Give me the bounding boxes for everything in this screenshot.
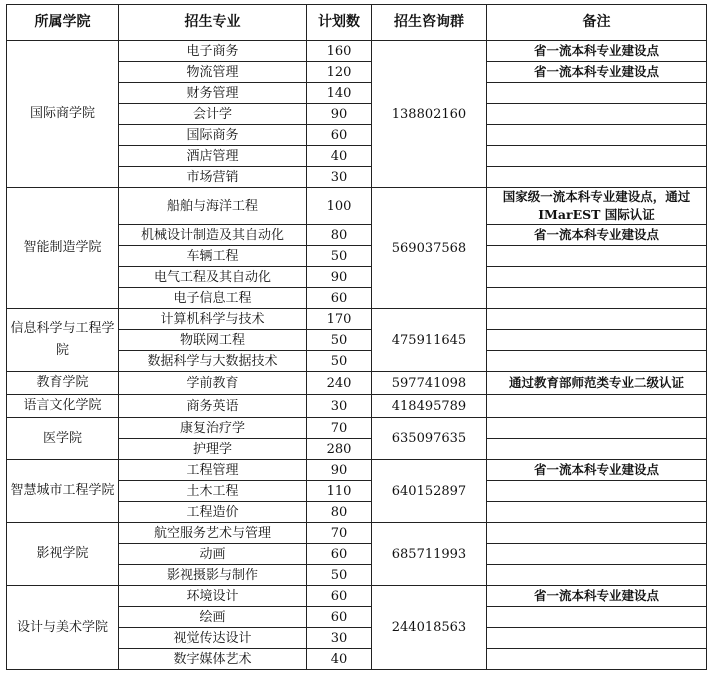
major-cell: 船舶与海洋工程 bbox=[119, 188, 307, 225]
college-cell: 教育学院 bbox=[7, 372, 119, 395]
major-cell: 会计学 bbox=[119, 104, 307, 125]
note-cell bbox=[487, 565, 707, 586]
note-cell: 省一流本科专业建设点 bbox=[487, 460, 707, 481]
note-cell bbox=[487, 83, 707, 104]
note-cell bbox=[487, 104, 707, 125]
plan-count-cell: 50 bbox=[307, 330, 372, 351]
major-cell: 绘画 bbox=[119, 607, 307, 628]
college-cell: 国际商学院 bbox=[7, 41, 119, 188]
header-college: 所属学院 bbox=[7, 5, 119, 41]
note-cell bbox=[487, 649, 707, 670]
major-cell: 车辆工程 bbox=[119, 246, 307, 267]
note-cell bbox=[487, 418, 707, 439]
plan-count-cell: 40 bbox=[307, 649, 372, 670]
plan-count-cell: 90 bbox=[307, 104, 372, 125]
note-cell bbox=[487, 288, 707, 309]
note-cell bbox=[487, 439, 707, 460]
consult-group-cell: 418495789 bbox=[372, 395, 487, 418]
note-cell bbox=[487, 246, 707, 267]
consult-group-cell: 475911645 bbox=[372, 309, 487, 372]
plan-count-cell: 120 bbox=[307, 62, 372, 83]
note-cell: 省一流本科专业建设点 bbox=[487, 586, 707, 607]
consult-group-cell: 597741098 bbox=[372, 372, 487, 395]
major-cell: 数据科学与大数据技术 bbox=[119, 351, 307, 372]
major-cell: 机械设计制造及其自动化 bbox=[119, 225, 307, 246]
major-cell: 国际商务 bbox=[119, 125, 307, 146]
note-cell bbox=[487, 502, 707, 523]
college-cell: 设计与美术学院 bbox=[7, 586, 119, 670]
plan-count-cell: 50 bbox=[307, 565, 372, 586]
table-row bbox=[7, 41, 707, 62]
note-cell bbox=[487, 395, 707, 418]
header-note: 备注 bbox=[487, 5, 707, 41]
note-cell bbox=[487, 267, 707, 288]
note-cell: 省一流本科专业建设点 bbox=[487, 41, 707, 62]
college-cell: 语言文化学院 bbox=[7, 395, 119, 418]
plan-count-cell: 60 bbox=[307, 586, 372, 607]
note-cell bbox=[487, 628, 707, 649]
major-cell: 工程造价 bbox=[119, 502, 307, 523]
consult-group-cell: 138802160 bbox=[372, 41, 487, 188]
table-row bbox=[7, 309, 707, 330]
college-cell: 影视学院 bbox=[7, 523, 119, 586]
note-cell bbox=[487, 523, 707, 544]
plan-count-cell: 170 bbox=[307, 309, 372, 330]
plan-count-cell: 60 bbox=[307, 125, 372, 146]
plan-count-cell: 60 bbox=[307, 288, 372, 309]
note-cell bbox=[487, 309, 707, 330]
major-cell: 财务管理 bbox=[119, 83, 307, 104]
major-cell: 物流管理 bbox=[119, 62, 307, 83]
header-row bbox=[7, 5, 707, 41]
table-row bbox=[7, 460, 707, 481]
plan-count-cell: 160 bbox=[307, 41, 372, 62]
table-body bbox=[7, 41, 707, 670]
note-cell bbox=[487, 481, 707, 502]
major-cell: 航空服务艺术与管理 bbox=[119, 523, 307, 544]
table-row bbox=[7, 523, 707, 544]
major-cell: 学前教育 bbox=[119, 372, 307, 395]
header-major: 招生专业 bbox=[119, 5, 307, 41]
college-cell: 智能制造学院 bbox=[7, 188, 119, 309]
college-cell: 智慧城市工程学院 bbox=[7, 460, 119, 523]
plan-count-cell: 30 bbox=[307, 167, 372, 188]
college-cell: 医学院 bbox=[7, 418, 119, 460]
table-row bbox=[7, 418, 707, 439]
major-cell: 物联网工程 bbox=[119, 330, 307, 351]
plan-count-cell: 50 bbox=[307, 246, 372, 267]
plan-count-cell: 80 bbox=[307, 502, 372, 523]
major-cell: 数字媒体艺术 bbox=[119, 649, 307, 670]
plan-count-cell: 110 bbox=[307, 481, 372, 502]
plan-count-cell: 30 bbox=[307, 395, 372, 418]
header-plan: 计划数 bbox=[307, 5, 372, 41]
consult-group-cell: 640152897 bbox=[372, 460, 487, 523]
major-cell: 工程管理 bbox=[119, 460, 307, 481]
header-group: 招生咨询群 bbox=[372, 5, 487, 41]
major-cell: 商务英语 bbox=[119, 395, 307, 418]
consult-group-cell: 244018563 bbox=[372, 586, 487, 670]
note-cell bbox=[487, 544, 707, 565]
plan-count-cell: 70 bbox=[307, 418, 372, 439]
plan-count-cell: 240 bbox=[307, 372, 372, 395]
consult-group-cell: 569037568 bbox=[372, 188, 487, 309]
note-cell bbox=[487, 167, 707, 188]
note-cell: 通过教育部师范类专业二级认证 bbox=[487, 372, 707, 395]
plan-count-cell: 60 bbox=[307, 544, 372, 565]
plan-count-cell: 50 bbox=[307, 351, 372, 372]
note-cell bbox=[487, 351, 707, 372]
note-cell: 省一流本科专业建设点 bbox=[487, 225, 707, 246]
table-row bbox=[7, 188, 707, 225]
plan-count-cell: 80 bbox=[307, 225, 372, 246]
table-row bbox=[7, 372, 707, 395]
note-cell: 省一流本科专业建设点 bbox=[487, 62, 707, 83]
table-row bbox=[7, 395, 707, 418]
major-cell: 影视摄影与制作 bbox=[119, 565, 307, 586]
consult-group-cell: 685711993 bbox=[372, 523, 487, 586]
major-cell: 计算机科学与技术 bbox=[119, 309, 307, 330]
consult-group-cell: 635097635 bbox=[372, 418, 487, 460]
major-cell: 酒店管理 bbox=[119, 146, 307, 167]
note-cell bbox=[487, 125, 707, 146]
plan-count-cell: 40 bbox=[307, 146, 372, 167]
enrollment-table bbox=[6, 4, 707, 670]
college-cell: 信息科学与工程学院 bbox=[7, 309, 119, 372]
plan-count-cell: 140 bbox=[307, 83, 372, 104]
major-cell: 环境设计 bbox=[119, 586, 307, 607]
plan-count-cell: 60 bbox=[307, 607, 372, 628]
major-cell: 电子商务 bbox=[119, 41, 307, 62]
note-cell bbox=[487, 330, 707, 351]
plan-count-cell: 70 bbox=[307, 523, 372, 544]
plan-count-cell: 90 bbox=[307, 267, 372, 288]
major-cell: 市场营销 bbox=[119, 167, 307, 188]
note-cell bbox=[487, 607, 707, 628]
major-cell: 动画 bbox=[119, 544, 307, 565]
major-cell: 土木工程 bbox=[119, 481, 307, 502]
major-cell: 电子信息工程 bbox=[119, 288, 307, 309]
table-row bbox=[7, 586, 707, 607]
major-cell: 视觉传达设计 bbox=[119, 628, 307, 649]
plan-count-cell: 90 bbox=[307, 460, 372, 481]
plan-count-cell: 280 bbox=[307, 439, 372, 460]
note-cell: 国家级一流本科专业建设点，通过 IMarEST 国际认证 bbox=[487, 188, 707, 225]
major-cell: 康复治疗学 bbox=[119, 418, 307, 439]
major-cell: 护理学 bbox=[119, 439, 307, 460]
plan-count-cell: 30 bbox=[307, 628, 372, 649]
note-cell bbox=[487, 146, 707, 167]
plan-count-cell: 100 bbox=[307, 188, 372, 225]
major-cell: 电气工程及其自动化 bbox=[119, 267, 307, 288]
